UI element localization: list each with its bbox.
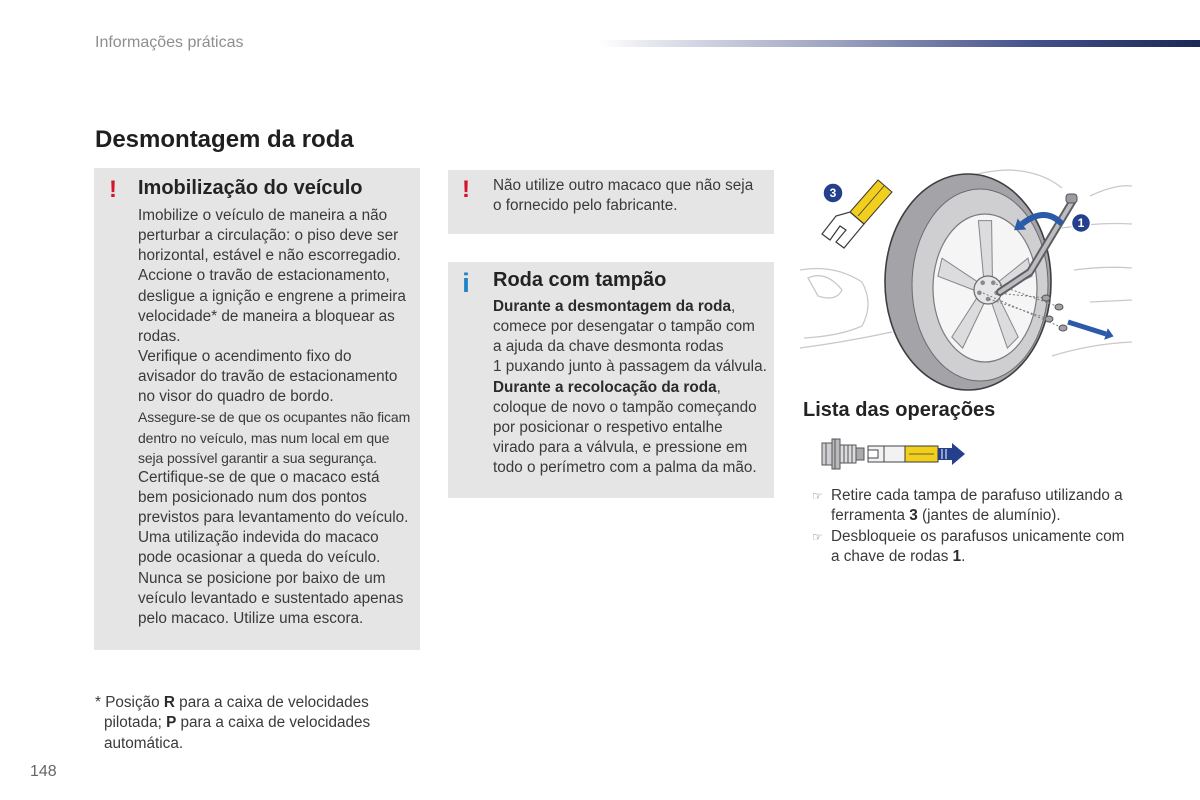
text-span: para a caixa de velocidades xyxy=(176,714,371,732)
body-line: Accione o travão de estacionamento, xyxy=(138,267,390,285)
body-line: Assegure-se de que os ocupantes não ficam xyxy=(138,409,411,426)
body-line: pelo macaco. Utilize uma escora. xyxy=(138,609,364,627)
text-span: * Posição xyxy=(95,694,164,711)
page-number: 148 xyxy=(30,763,57,780)
operations-heading: Lista das operações xyxy=(803,399,996,421)
footnote-line: automática. xyxy=(104,734,184,752)
pointing-hand-icon xyxy=(812,527,823,547)
page-title: Desmontagem da roda xyxy=(95,126,354,153)
item-line: Desbloqueie os parafusos unicamente com xyxy=(831,527,1125,545)
body-line: no visor do quadro de bordo. xyxy=(138,388,334,406)
text-span: pilotada; xyxy=(104,714,167,732)
header-gradient-bar xyxy=(600,40,1200,47)
body-line: horizontal, estável e não escorregadio. xyxy=(138,247,401,265)
body-line: perturbar a circulação: o piso deve ser xyxy=(138,227,399,245)
body-line: seja possível garantir a sua segurança. xyxy=(138,449,377,466)
warning-exclamation-icon xyxy=(106,178,120,202)
body-line xyxy=(493,297,767,317)
bold-reference: R xyxy=(163,694,175,711)
box-body xyxy=(493,297,767,478)
box-heading: Roda com tampão xyxy=(493,269,667,291)
callout-1 xyxy=(1072,214,1091,233)
box-heading: Imobilização do veículo xyxy=(138,177,363,199)
wheel-rim xyxy=(933,214,1037,362)
pointing-hand-icon xyxy=(812,486,823,506)
body-line: desligue a ignição e engrene a primeira xyxy=(138,287,406,305)
callout-3-label: 3 xyxy=(829,186,837,200)
body-line: dentro no veículo, mas num local em que xyxy=(138,429,390,446)
body-line: rodas. xyxy=(138,327,181,345)
text-span: a chave de rodas xyxy=(831,547,953,565)
box-body xyxy=(493,176,753,216)
text-span: , xyxy=(731,298,736,315)
body-line: por posicionar o respetivo entalhe xyxy=(493,418,723,436)
section-header: Informações práticas xyxy=(95,34,244,51)
list-item xyxy=(812,486,1124,527)
item-line xyxy=(831,547,1124,567)
footnote-line xyxy=(95,713,370,733)
bold-reference: P xyxy=(166,714,177,732)
text-span: ferramenta xyxy=(831,507,910,525)
body-line: pode ocasionar a queda do veículo. xyxy=(138,549,381,567)
direction-arrow-icon xyxy=(938,443,965,465)
wheel-bolt-icon xyxy=(822,439,864,469)
body-line: 1 puxando junto à passagem da válvula. xyxy=(493,358,767,376)
operations-list xyxy=(812,486,1124,567)
jack-warning-box xyxy=(448,170,774,234)
warning-exclamation-icon xyxy=(459,178,473,202)
immobilization-warning-box xyxy=(94,168,420,650)
body-line: Verifique o acendimento fixo do xyxy=(138,347,352,365)
yellow-tool-grip-icon xyxy=(905,446,938,462)
body-line: o fornecido pelo fabricante. xyxy=(493,197,678,215)
body-line xyxy=(493,378,767,398)
text-span: , xyxy=(716,378,721,396)
body-line: previstos para levantamento do veículo. xyxy=(138,509,409,527)
body-line: Não utilize outro macaco que não seja xyxy=(493,177,754,194)
body-line: virado para a válvula, e pressione em xyxy=(493,438,748,456)
bolt-cap-tool-icon-strip xyxy=(818,434,968,474)
body-line: Imobilize o veículo de maneira a não xyxy=(138,207,388,224)
bold-reference: 3 xyxy=(909,507,918,525)
footnote-line xyxy=(95,693,370,713)
bold-phrase: Durante a desmontagem da roda xyxy=(493,298,732,315)
body-line: comece por desengatar o tampão com xyxy=(493,318,755,336)
body-line: Certifique-se de que o macaco está xyxy=(138,468,380,486)
body-line: Uma utilização indevida do macaco xyxy=(138,529,379,547)
body-line: bem posicionado num dos pontos xyxy=(138,488,367,506)
body-line: veículo levantado e sustentado apenas xyxy=(138,589,404,607)
callout-3 xyxy=(823,183,843,203)
text-span: para a caixa de velocidades xyxy=(174,694,369,711)
body-line: Nunca se posicione por baixo de um xyxy=(138,569,386,587)
callout-1-label: 1 xyxy=(1077,216,1085,230)
text-span: . xyxy=(961,547,966,565)
box-body xyxy=(138,206,410,629)
bolt-removal-arrow xyxy=(1068,322,1114,340)
item-line xyxy=(831,506,1124,526)
item-line: Retire cada tampa de parafuso utilizando a xyxy=(831,487,1123,504)
body-line: coloque de novo o tampão começando xyxy=(493,398,757,416)
bold-reference: 1 xyxy=(952,547,962,565)
body-line: a ajuda da chave desmonta rodas xyxy=(493,338,724,356)
list-item xyxy=(812,527,1124,568)
text-span: (jantes de alumínio). xyxy=(917,507,1061,525)
bold-phrase: Durante a recolocação da roda xyxy=(493,378,717,396)
body-line: avisador do travão de estacionamento xyxy=(138,368,398,386)
footnote xyxy=(95,693,370,754)
wheel-removal-illustration xyxy=(800,166,1132,396)
body-line: todo o perímetro com a palma da mão. xyxy=(493,459,757,477)
socket-tool-icon xyxy=(868,446,905,462)
info-icon xyxy=(459,271,473,295)
body-line: velocidade* de maneira a bloquear as xyxy=(138,307,395,325)
hubcap-info-box xyxy=(448,262,774,498)
